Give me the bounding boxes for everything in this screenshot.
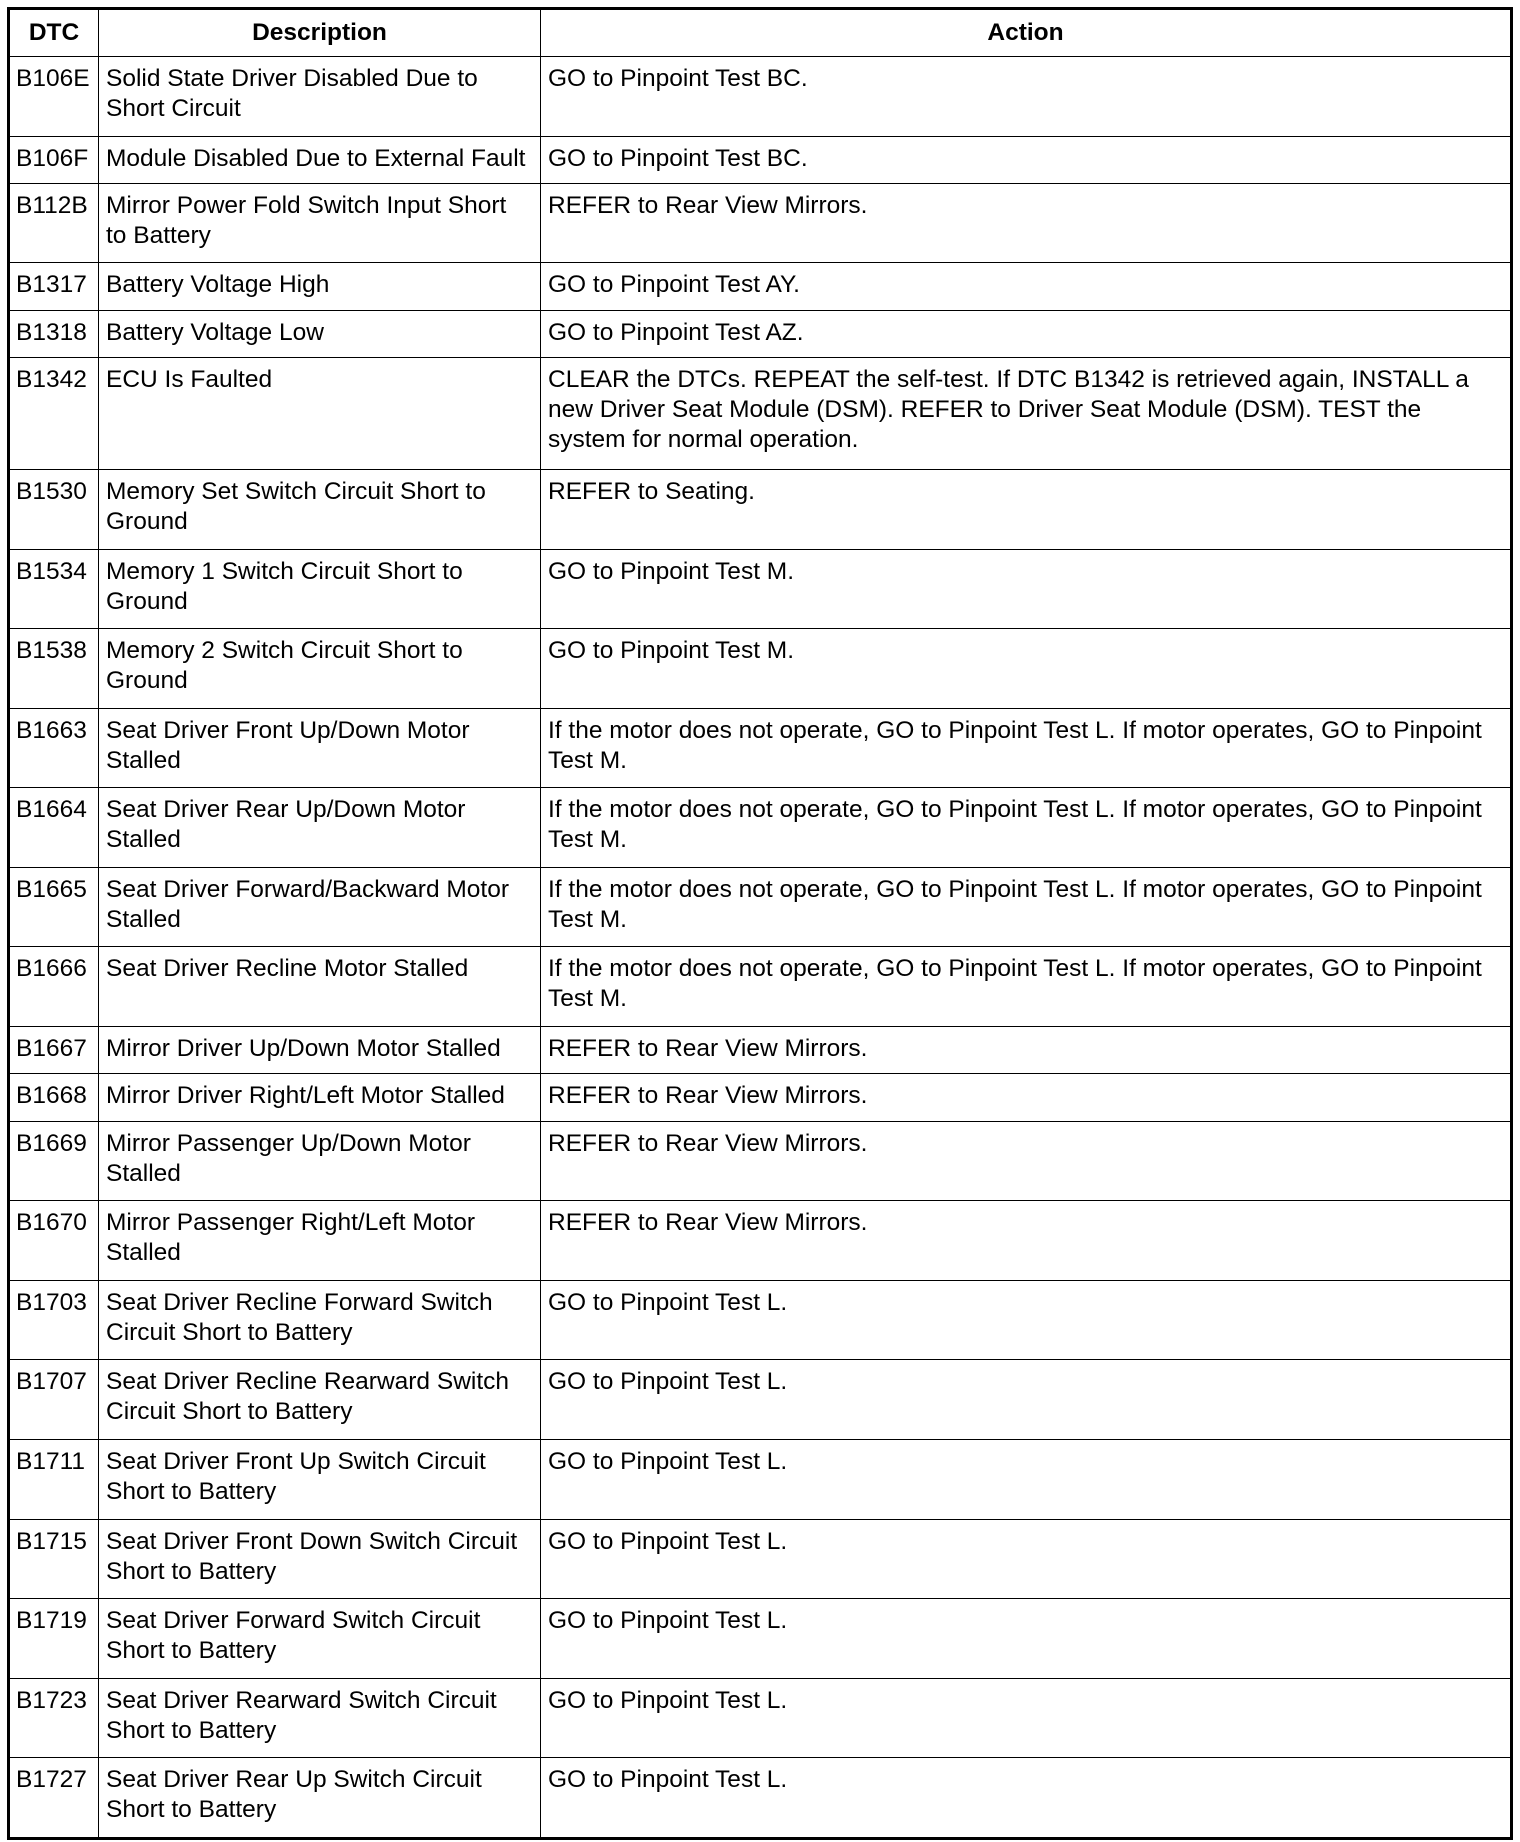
- description-cell: Seat Driver Rearward Switch Circuit Short to Battery: [99, 1678, 541, 1758]
- description-cell: Seat Driver Recline Motor Stalled: [99, 947, 541, 1027]
- dtc-code-cell: B1723: [9, 1678, 99, 1758]
- action-cell: REFER to Rear View Mirrors.: [541, 1201, 1512, 1281]
- dtc-code-cell: B1715: [9, 1519, 99, 1599]
- dtc-code-cell: B1669: [9, 1121, 99, 1201]
- dtc-code-cell: B1663: [9, 708, 99, 788]
- dtc-code-cell: B1727: [9, 1758, 99, 1839]
- action-cell: If the motor does not operate, GO to Pinpoint Test L. If motor operates, GO to Pinpoint Test M.: [541, 708, 1512, 788]
- table-row: [9, 867, 1512, 947]
- dtc-code-cell: B1707: [9, 1360, 99, 1440]
- dtc-code-cell: B1703: [9, 1280, 99, 1360]
- action-cell: REFER to Rear View Mirrors.: [541, 1026, 1512, 1073]
- action-cell: REFER to Rear View Mirrors.: [541, 183, 1512, 263]
- action-cell: GO to Pinpoint Test M.: [541, 629, 1512, 709]
- table-row: [9, 1201, 1512, 1281]
- table-row: [9, 1074, 1512, 1121]
- action-cell: GO to Pinpoint Test L.: [541, 1678, 1512, 1758]
- description-cell: Seat Driver Forward/Backward Motor Stalled: [99, 867, 541, 947]
- table-row: [9, 629, 1512, 709]
- description-cell: Seat Driver Recline Rearward Switch Circuit Short to Battery: [99, 1360, 541, 1440]
- table-row: [9, 708, 1512, 788]
- dtc-code-cell: B1666: [9, 947, 99, 1027]
- action-cell: GO to Pinpoint Test L.: [541, 1280, 1512, 1360]
- dtc-code-cell: B1665: [9, 867, 99, 947]
- dtc-code-cell: B1668: [9, 1074, 99, 1121]
- description-cell: Module Disabled Due to External Fault: [99, 136, 541, 183]
- description-cell: Memory Set Switch Circuit Short to Ground: [99, 469, 541, 549]
- dtc-code-cell: B106F: [9, 136, 99, 183]
- action-cell: REFER to Rear View Mirrors.: [541, 1121, 1512, 1201]
- description-cell: Mirror Power Fold Switch Input Short to Battery: [99, 183, 541, 263]
- dtc-code-cell: B1667: [9, 1026, 99, 1073]
- dtc-code-cell: B106E: [9, 57, 99, 137]
- table-row: [9, 947, 1512, 1027]
- action-cell: GO to Pinpoint Test L.: [541, 1439, 1512, 1519]
- description-cell: Mirror Passenger Up/Down Motor Stalled: [99, 1121, 541, 1201]
- dtc-code-cell: B1530: [9, 469, 99, 549]
- dtc-code-cell: B1538: [9, 629, 99, 709]
- action-cell: GO to Pinpoint Test L.: [541, 1519, 1512, 1599]
- description-cell: Seat Driver Rear Up/Down Motor Stalled: [99, 788, 541, 868]
- table-row: [9, 469, 1512, 549]
- action-cell: GO to Pinpoint Test AZ.: [541, 310, 1512, 357]
- table-row: [9, 136, 1512, 183]
- description-cell: Battery Voltage Low: [99, 310, 541, 357]
- table-header: [9, 9, 1512, 57]
- dtc-code-cell: B112B: [9, 183, 99, 263]
- dtc-code-cell: B1719: [9, 1599, 99, 1679]
- description-cell: Battery Voltage High: [99, 263, 541, 310]
- description-cell: Mirror Passenger Right/Left Motor Stalled: [99, 1201, 541, 1281]
- table-body: [9, 57, 1512, 1839]
- dtc-code-cell: B1534: [9, 549, 99, 629]
- description-cell: Seat Driver Rear Up Switch Circuit Short to Battery: [99, 1758, 541, 1839]
- dtc-code-cell: B1318: [9, 310, 99, 357]
- action-cell: GO to Pinpoint Test L.: [541, 1758, 1512, 1839]
- header-action: Action: [541, 9, 1512, 57]
- action-cell: GO to Pinpoint Test BC.: [541, 136, 1512, 183]
- action-cell: GO to Pinpoint Test BC.: [541, 57, 1512, 137]
- description-cell: Seat Driver Front Down Switch Circuit Short to Battery: [99, 1519, 541, 1599]
- description-cell: Memory 2 Switch Circuit Short to Ground: [99, 629, 541, 709]
- description-cell: Seat Driver Forward Switch Circuit Short to Battery: [99, 1599, 541, 1679]
- dtc-code-cell: B1317: [9, 263, 99, 310]
- description-cell: Seat Driver Front Up Switch Circuit Short to Battery: [99, 1439, 541, 1519]
- action-cell: GO to Pinpoint Test L.: [541, 1599, 1512, 1679]
- dtc-code-cell: B1711: [9, 1439, 99, 1519]
- header-row: [9, 9, 1512, 57]
- table-row: [9, 358, 1512, 470]
- table-row: [9, 263, 1512, 310]
- table-row: [9, 1121, 1512, 1201]
- dtc-table: [7, 7, 1513, 1840]
- description-cell: Solid State Driver Disabled Due to Short Circuit: [99, 57, 541, 137]
- table-row: [9, 1280, 1512, 1360]
- table-row: [9, 1519, 1512, 1599]
- dtc-code-cell: B1664: [9, 788, 99, 868]
- description-cell: ECU Is Faulted: [99, 358, 541, 470]
- action-cell: GO to Pinpoint Test L.: [541, 1360, 1512, 1440]
- action-cell: If the motor does not operate, GO to Pinpoint Test L. If motor operates, GO to Pinpoint Test M.: [541, 947, 1512, 1027]
- table-row: [9, 1599, 1512, 1679]
- description-cell: Mirror Driver Up/Down Motor Stalled: [99, 1026, 541, 1073]
- table-row: [9, 1758, 1512, 1839]
- dtc-code-cell: B1342: [9, 358, 99, 470]
- description-cell: Mirror Driver Right/Left Motor Stalled: [99, 1074, 541, 1121]
- action-cell: CLEAR the DTCs. REPEAT the self-test. If DTC B1342 is retrieved again, INSTALL a new Driver Seat Module (DSM). REFER to Driver Seat Module (DSM). TEST the system for normal operation.: [541, 358, 1512, 470]
- header-description: Description: [99, 9, 541, 57]
- table-row: [9, 183, 1512, 263]
- header-dtc: DTC: [9, 9, 99, 57]
- table-row: [9, 1439, 1512, 1519]
- dtc-code-cell: B1670: [9, 1201, 99, 1281]
- action-cell: If the motor does not operate, GO to Pinpoint Test L. If motor operates, GO to Pinpoint Test M.: [541, 788, 1512, 868]
- table-row: [9, 1360, 1512, 1440]
- table-row: [9, 310, 1512, 357]
- table-row: [9, 1678, 1512, 1758]
- description-cell: Memory 1 Switch Circuit Short to Ground: [99, 549, 541, 629]
- table-row: [9, 1026, 1512, 1073]
- table-row: [9, 788, 1512, 868]
- description-cell: Seat Driver Recline Forward Switch Circuit Short to Battery: [99, 1280, 541, 1360]
- table-row: [9, 549, 1512, 629]
- table-row: [9, 57, 1512, 137]
- action-cell: GO to Pinpoint Test M.: [541, 549, 1512, 629]
- action-cell: GO to Pinpoint Test AY.: [541, 263, 1512, 310]
- action-cell: REFER to Seating.: [541, 469, 1512, 549]
- action-cell: REFER to Rear View Mirrors.: [541, 1074, 1512, 1121]
- description-cell: Seat Driver Front Up/Down Motor Stalled: [99, 708, 541, 788]
- action-cell: If the motor does not operate, GO to Pinpoint Test L. If motor operates, GO to Pinpoint Test M.: [541, 867, 1512, 947]
